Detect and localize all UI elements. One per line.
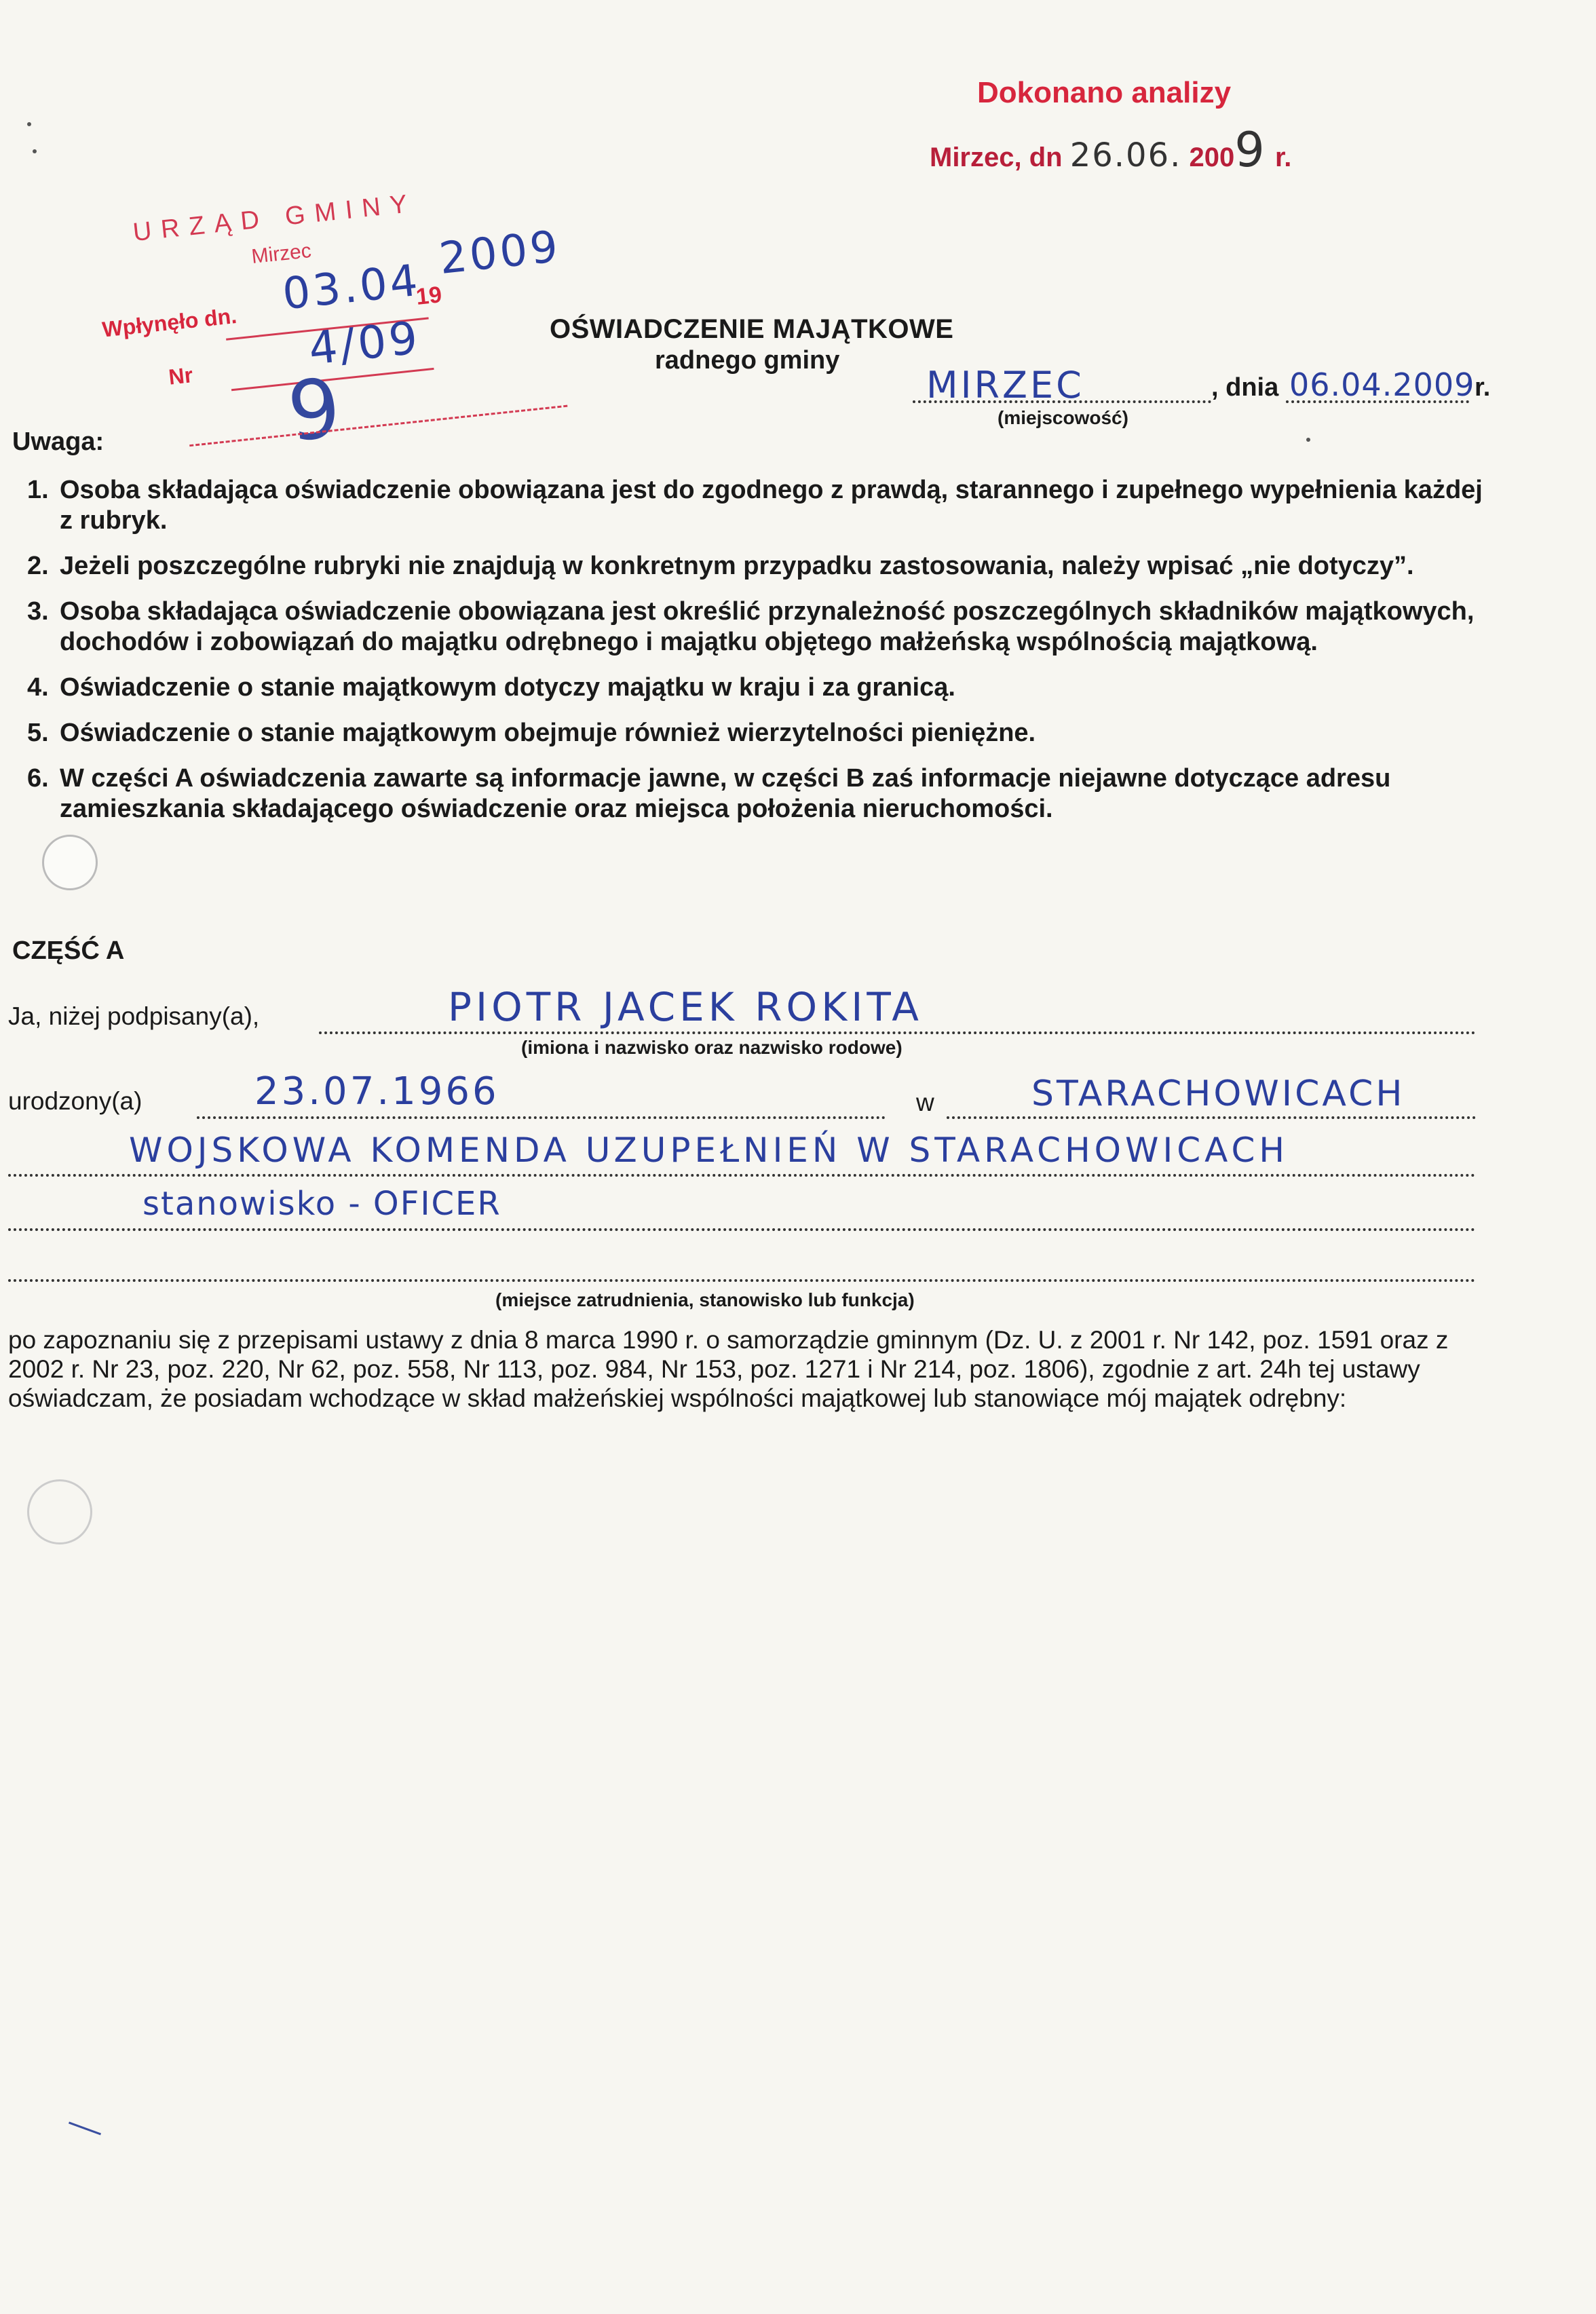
analysis-stamp-line	[930, 122, 1291, 178]
place-caption: (miejscowość)	[998, 407, 1128, 428]
place-date-line	[913, 366, 1496, 407]
born-label: urodzony(a)	[8, 1087, 142, 1115]
office-stamp	[90, 158, 603, 466]
date-label: , dnia	[1211, 373, 1279, 402]
statement-text: po zapoznaniu się z przepisami ustawy z dnia 8 marca 1990 r. o samorządzie gminnym (Dz. U. z 2001 r. Nr 142, poz. 1591 oraz z 2002 r. Nr 23, poz. 220, Nr 62, poz. 558, Nr 113, poz. 984, Nr 153, poz. 1271 i Nr 214, poz. 1806), zgodnie z art. 24h tej ustawy oświadczam, że posiadam wchodzące w skład małżeńskiej wspólności majątkowej lub stanowiące mój majątek odrębny:	[8, 1326, 1449, 1412]
note-item: 5. Oświadczenie o stanie majątkowym obejmuje również wierzytelności pieniężne.	[27, 719, 1036, 747]
note-item: 2. Jeżeli poszczególne rubryki nie znajdują w konkretnym przypadku zastosowania, należy wpisać „nie dotyczy”.	[27, 552, 1414, 580]
date-value: 06.04.2009	[1289, 366, 1475, 403]
employment-dots-3	[8, 1279, 1476, 1282]
office-stamp-received-year: 2009	[436, 221, 563, 284]
office-stamp-received-date: 03.04	[280, 255, 423, 320]
analysis-stamp-year-digit: 9	[1234, 122, 1268, 178]
born-in-label: w	[916, 1088, 934, 1116]
analysis-stamp	[977, 76, 1231, 110]
office-stamp-signature: 9	[283, 360, 348, 461]
note-item: 1. Osoba składająca oświadczenie obowiązana jest do zgodnego z prawdą, starannego i zupełnego wypełnienia każdej z rubryk.	[27, 476, 1483, 535]
faint-circle-mark	[27, 1479, 92, 1544]
analysis-stamp-title: Dokonano analizy	[977, 76, 1232, 109]
employment-dots-2	[8, 1228, 1476, 1231]
office-stamp-town: Mirzec	[250, 239, 313, 269]
office-stamp-year-prefix: 19	[415, 282, 443, 310]
employment-line-1: WOJSKOWA KOMENDA UZUPEŁNIEŃ W STARACHOWICACH	[129, 1131, 1289, 1170]
speck	[33, 149, 37, 153]
note-item: 6. W części A oświadczenia zawarte są informacje jawne, w części B zaś informacje niejawne dotyczące adresu zamieszkania składającego oświadczenie oraz miejsca położenia nieruchomości.	[27, 764, 1391, 823]
name-value: PIOTR JACEK ROKITA	[448, 984, 923, 1030]
born-date-dots	[197, 1116, 886, 1119]
born-date-value: 23.07.1966	[254, 1069, 499, 1114]
notes-heading: Uwaga:	[12, 428, 104, 456]
note-item: 4. Oświadczenie o stanie majątkowym dotyczy majątku w kraju i za granicą.	[27, 673, 955, 702]
office-stamp-number-label: Nr	[167, 362, 194, 390]
part-a-heading: CZĘŚĆ A	[12, 936, 125, 965]
analysis-stamp-date: 26.06.	[1069, 136, 1182, 174]
employment-dots-1	[8, 1174, 1476, 1177]
pen-mark	[69, 2122, 101, 2136]
date-suffix: r.	[1475, 373, 1491, 402]
office-stamp-number-value: 4/09	[306, 311, 423, 375]
analysis-stamp-suffix: r.	[1274, 143, 1292, 172]
employment-caption: (miejsce zatrudnienia, stanowisko lub funkcja)	[495, 1289, 915, 1310]
document-title: OŚWIADCZENIE MAJĄTKOWE	[550, 314, 954, 344]
notes-list	[27, 475, 1500, 839]
name-label: Ja, niżej podpisany(a),	[8, 1002, 260, 1030]
speck	[27, 122, 31, 126]
office-stamp-name: URZĄD GMINY	[131, 189, 418, 248]
analysis-stamp-year: 200	[1189, 143, 1235, 172]
punch-hole	[42, 835, 98, 890]
document-subtitle: radnego gminy	[655, 346, 840, 375]
note-item: 3. Osoba składająca oświadczenie obowiązana jest określić przynależność poszczególnych składników majątkowych, dochodów i zobowiązań do majątku odrębnego i majątku objętego małżeńską wspólnością majątkową.	[27, 597, 1475, 656]
office-stamp-underline-3	[189, 405, 567, 447]
employment-line-2: stanowisko - OFICER	[142, 1185, 501, 1223]
name-dots	[319, 1031, 1476, 1034]
office-stamp-received-label: Wpłynęło dn.	[100, 303, 238, 342]
born-place-value: STARACHOWICACH	[1031, 1074, 1405, 1114]
born-place-dots	[947, 1116, 1476, 1119]
place-value: MIRZEC	[926, 364, 1084, 406]
analysis-stamp-place: Mirzec, dn	[930, 143, 1063, 172]
name-caption: (imiona i nazwisko oraz nazwisko rodowe)	[521, 1037, 902, 1058]
speck	[1306, 438, 1310, 442]
